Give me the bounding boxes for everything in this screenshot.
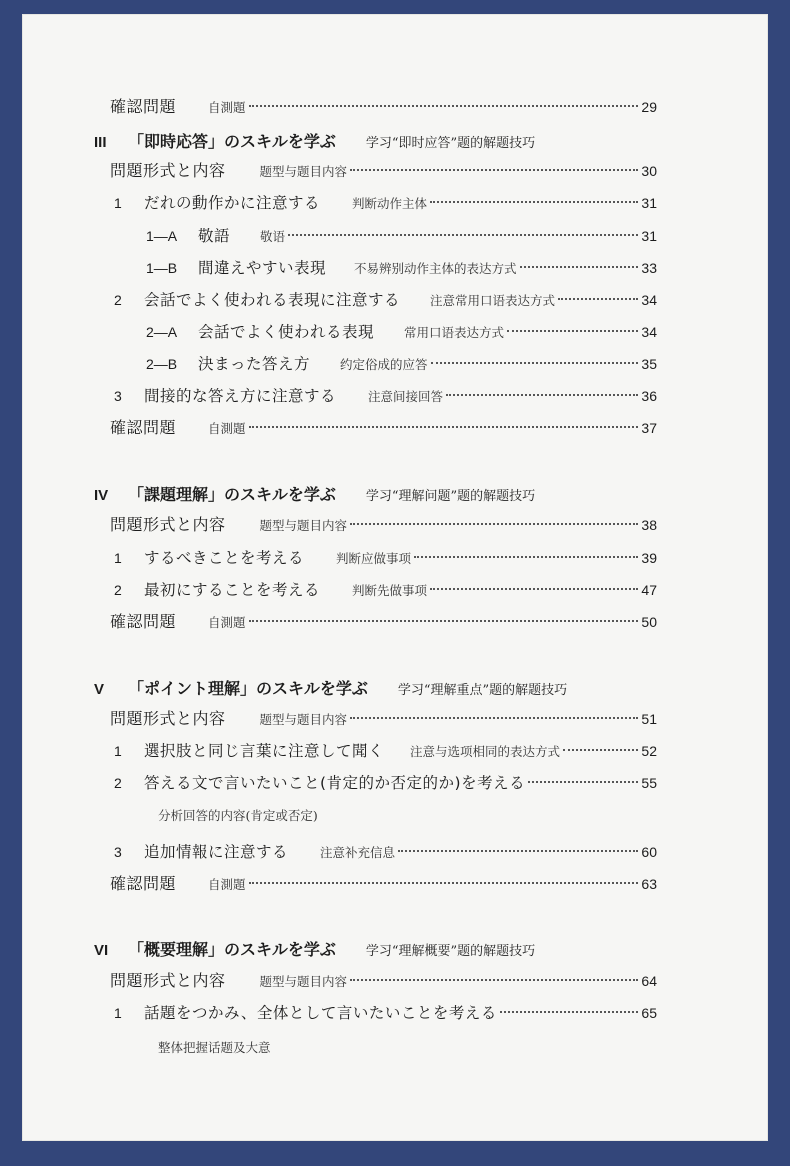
entry-number: 2―B bbox=[146, 356, 178, 372]
page-number: 50 bbox=[641, 614, 657, 630]
toc-entry[interactable] bbox=[146, 257, 657, 279]
section-subtitle: 学习“即时应答”题的解题技巧 bbox=[365, 136, 536, 151]
page-number: 35 bbox=[641, 356, 657, 372]
entry-title: 間接的な答え方に注意する bbox=[144, 387, 337, 405]
toc-entry-format[interactable] bbox=[110, 970, 657, 992]
page-number: 55 bbox=[641, 775, 657, 791]
entry-subtitle: 自測題 bbox=[208, 100, 246, 115]
entry-number: 1 bbox=[114, 195, 122, 211]
toc-entry[interactable] bbox=[114, 385, 657, 407]
leader-dots bbox=[350, 717, 638, 719]
leader-dots bbox=[249, 620, 639, 622]
entry-number: 1―B bbox=[146, 260, 178, 276]
entry-title: するべきことを考える bbox=[144, 549, 305, 567]
leader-dots bbox=[350, 523, 638, 525]
section-subtitle: 学习“理解重点”题的解题技巧 bbox=[397, 683, 568, 698]
section-heading-iii bbox=[94, 129, 535, 153]
toc-entry[interactable] bbox=[114, 579, 657, 601]
entry-title: 最初にすることを考える bbox=[144, 581, 321, 599]
entry-subtitle: 常用口语表达方式 bbox=[404, 325, 505, 340]
toc-entry[interactable] bbox=[114, 1002, 657, 1024]
entry-subtitle: 敬语 bbox=[260, 229, 286, 244]
entry-title: 確認問題 bbox=[110, 418, 177, 437]
entry-title: 選択肢と同じ言葉に注意して聞く bbox=[144, 742, 385, 760]
toc-entry-review[interactable] bbox=[110, 873, 657, 895]
entry-number: 1 bbox=[114, 1005, 122, 1021]
entry-subtitle: 判断先做事项 bbox=[352, 583, 428, 598]
toc-entry-review[interactable] bbox=[110, 96, 657, 118]
entry-subtitle: 注意与选项相同的表达方式 bbox=[410, 744, 561, 759]
entry-title: だれの動作かに注意する bbox=[144, 194, 321, 212]
leader-dots bbox=[528, 781, 638, 783]
toc-entry-review[interactable] bbox=[110, 417, 657, 439]
toc-entry[interactable] bbox=[114, 547, 657, 569]
entry-title: 間違えやすい表現 bbox=[198, 259, 327, 277]
entry-title: 敬語 bbox=[198, 227, 231, 245]
leader-dots bbox=[398, 850, 638, 852]
toc-entry[interactable] bbox=[146, 353, 657, 375]
toc-entry[interactable] bbox=[114, 841, 657, 863]
toc-page bbox=[22, 14, 768, 1141]
page-number: 31 bbox=[641, 228, 657, 244]
entry-title: 問題形式と内容 bbox=[110, 161, 226, 180]
entry-title: 問題形式と内容 bbox=[110, 971, 226, 990]
section-title: 「課題理解」のスキルを学ぶ bbox=[128, 485, 336, 504]
toc-entry-format[interactable] bbox=[110, 708, 657, 730]
leader-dots bbox=[446, 394, 638, 396]
section-numeral: VI bbox=[94, 942, 109, 959]
toc-entry[interactable] bbox=[114, 289, 657, 311]
section-numeral: V bbox=[94, 681, 105, 698]
section-title: 「ポイント理解」のスキルを学ぶ bbox=[128, 679, 368, 698]
entry-title: 答える文で言いたいこと(肯定的か否定的か)を考える bbox=[144, 774, 526, 792]
leader-dots bbox=[558, 298, 638, 300]
entry-title: 問題形式と内容 bbox=[110, 709, 226, 728]
leader-dots bbox=[431, 362, 639, 364]
toc-entry[interactable] bbox=[114, 740, 657, 762]
page-number: 60 bbox=[641, 844, 657, 860]
leader-dots bbox=[520, 266, 639, 268]
leader-dots bbox=[500, 1011, 638, 1013]
entry-subtitle: 题型与题目内容 bbox=[259, 518, 348, 533]
page-number: 39 bbox=[641, 550, 657, 566]
entry-subtitle: 注意间接回答 bbox=[368, 389, 444, 404]
entry-note: 整体把握话题及大意 bbox=[158, 1040, 271, 1055]
section-subtitle: 学习“理解问题”题的解题技巧 bbox=[365, 489, 536, 504]
page-number: 29 bbox=[641, 99, 657, 115]
entry-number: 3 bbox=[114, 388, 122, 404]
entry-subtitle: 注意常用口语表达方式 bbox=[430, 293, 556, 308]
page-number: 33 bbox=[641, 260, 657, 276]
leader-dots bbox=[350, 979, 638, 981]
entry-subtitle: 约定俗成的应答 bbox=[340, 357, 428, 372]
page-number: 51 bbox=[641, 711, 657, 727]
section-title: 「即時応答」のスキルを学ぶ bbox=[128, 132, 336, 151]
section-subtitle: 学习“理解概要”题的解题技巧 bbox=[365, 944, 536, 959]
toc-entry[interactable] bbox=[114, 772, 657, 794]
entry-title: 話題をつかみ、全体として言いたいことを考える bbox=[144, 1004, 497, 1022]
leader-dots bbox=[249, 426, 639, 428]
entry-title: 確認問題 bbox=[110, 874, 177, 893]
toc-entry[interactable] bbox=[146, 321, 657, 343]
entry-subtitle: 判断应做事项 bbox=[336, 551, 412, 566]
page-number: 37 bbox=[641, 420, 657, 436]
entry-title: 問題形式と内容 bbox=[110, 515, 226, 534]
entry-number: 1―A bbox=[146, 228, 178, 244]
entry-number: 3 bbox=[114, 844, 122, 860]
page-number: 64 bbox=[641, 973, 657, 989]
entry-title: 会話でよく使われる表現 bbox=[198, 323, 375, 341]
page-number: 38 bbox=[641, 517, 657, 533]
leader-dots bbox=[414, 556, 638, 558]
entry-subtitle: 自測題 bbox=[208, 877, 246, 892]
toc-entry[interactable] bbox=[114, 192, 657, 214]
page-number: 34 bbox=[641, 292, 657, 308]
page-number: 52 bbox=[641, 743, 657, 759]
toc-entry-review[interactable] bbox=[110, 611, 657, 633]
entry-subtitle: 自測題 bbox=[208, 615, 246, 630]
section-heading-v bbox=[94, 676, 567, 700]
page-number: 47 bbox=[641, 582, 657, 598]
entry-note: 分析回答的内容(肯定或否定) bbox=[158, 808, 318, 823]
entry-number: 2 bbox=[114, 775, 122, 791]
leader-dots bbox=[563, 749, 638, 751]
page-number: 31 bbox=[641, 195, 657, 211]
entry-number: 2 bbox=[114, 292, 122, 308]
leader-dots bbox=[350, 169, 638, 171]
entry-subtitle: 自測題 bbox=[208, 421, 246, 436]
page-number: 63 bbox=[641, 876, 657, 892]
entry-subtitle: 注意补充信息 bbox=[320, 845, 396, 860]
entry-number: 1 bbox=[114, 743, 122, 759]
toc-entry-format[interactable] bbox=[110, 514, 657, 536]
page-number: 30 bbox=[641, 163, 657, 179]
leader-dots bbox=[430, 588, 638, 590]
leader-dots bbox=[288, 234, 638, 236]
entry-number: 2―A bbox=[146, 324, 178, 340]
section-heading-vi bbox=[94, 937, 535, 961]
section-numeral: III bbox=[94, 134, 107, 151]
leader-dots bbox=[430, 201, 638, 203]
entry-title: 確認問題 bbox=[110, 612, 177, 631]
leader-dots bbox=[507, 330, 638, 332]
entry-subtitle: 题型与题目内容 bbox=[259, 974, 348, 989]
leader-dots bbox=[249, 105, 639, 107]
section-heading-iv bbox=[94, 482, 535, 506]
toc-entry-format[interactable] bbox=[110, 160, 657, 182]
page-number: 36 bbox=[641, 388, 657, 404]
entry-subtitle: 题型与题目内容 bbox=[259, 164, 348, 179]
entry-number: 2 bbox=[114, 582, 122, 598]
entry-title: 会話でよく使われる表現に注意する bbox=[144, 291, 401, 309]
entry-subtitle: 题型与题目内容 bbox=[259, 712, 348, 727]
section-numeral: IV bbox=[94, 487, 109, 504]
leader-dots bbox=[249, 882, 639, 884]
entry-title: 追加情報に注意する bbox=[144, 843, 289, 861]
entry-title: 確認問題 bbox=[110, 97, 177, 116]
toc-entry[interactable] bbox=[146, 225, 657, 247]
section-title: 「概要理解」のスキルを学ぶ bbox=[128, 940, 336, 959]
entry-title: 決まった答え方 bbox=[198, 355, 311, 373]
entry-subtitle: 不易辨别动作主体的表达方式 bbox=[354, 261, 517, 276]
entry-subtitle: 判断动作主体 bbox=[352, 196, 428, 211]
page-number: 65 bbox=[641, 1005, 657, 1021]
page-number: 34 bbox=[641, 324, 657, 340]
entry-number: 1 bbox=[114, 550, 122, 566]
